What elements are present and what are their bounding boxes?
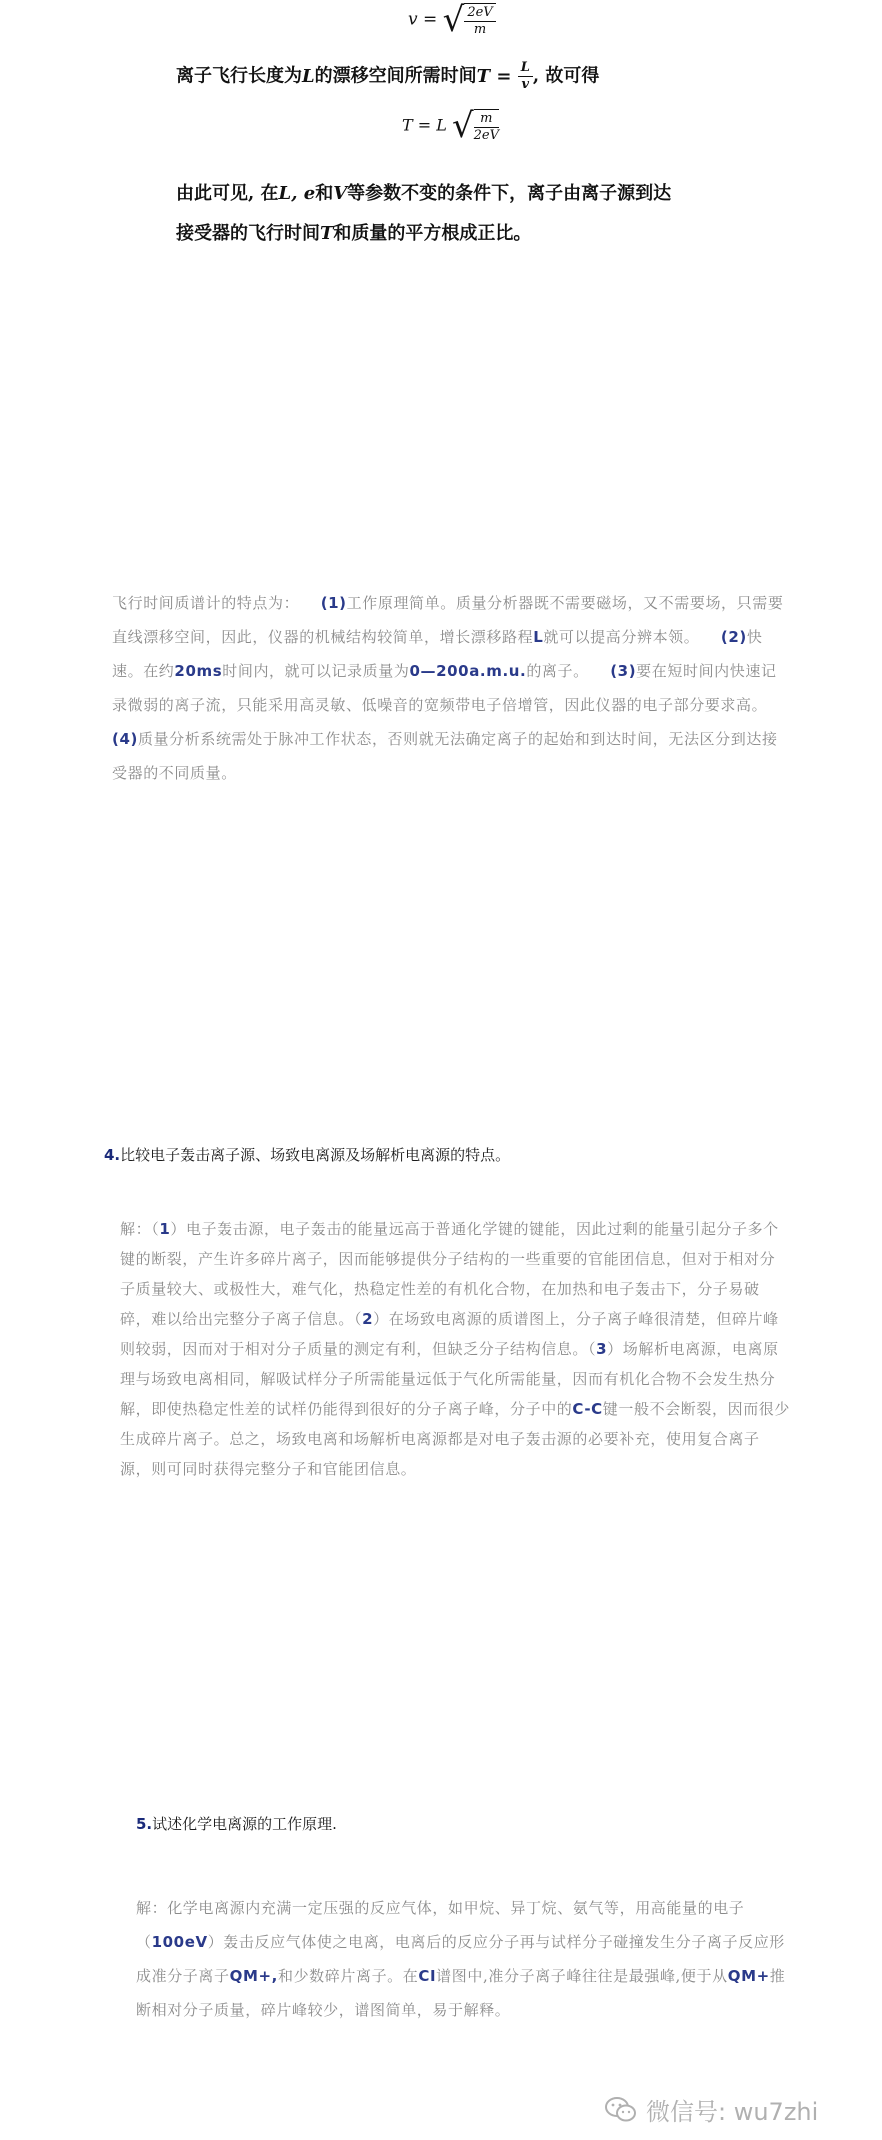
text-segment: 和 <box>315 183 334 204</box>
text-segment: 快速。在约 <box>112 628 763 680</box>
text-segment: 接受器的飞行时间 <box>176 223 320 244</box>
formula-velocity <box>408 0 496 40</box>
text-segment: 的漂移空间所需时间 <box>314 65 477 87</box>
formula-lhs: T = L <box>402 115 447 135</box>
text-segment: ）轰击反应气体使之电离，电离后的反应分子再与试样分子碰撞发生分子离子反应形成准分子离子 <box>136 1933 785 1985</box>
text-segment: 和质量的平方根成正比。 <box>333 223 532 244</box>
tof-features-paragraph <box>112 586 792 790</box>
text-segment: 时间内，就可以记录质量为 <box>222 662 410 680</box>
ci-label: CI <box>418 1967 437 1985</box>
text-segment: 的离子。 <box>526 662 589 680</box>
text-segment: 离子飞行长度为 <box>176 65 302 87</box>
drift-time-line <box>176 60 696 93</box>
item-number: 2 <box>362 1310 374 1328</box>
wechat-watermark <box>604 2092 818 2127</box>
text-segment: 要在短时间内快速记录微弱的离子流，只能采用高灵敏、低噪音的宽频带电子倍增管，因此仪器的电子部分要求高。 <box>112 662 777 714</box>
conclusion-line-1 <box>176 174 696 214</box>
watermark-text: 微信号: wu7zhi <box>646 2098 819 2126</box>
question-number: 4. <box>104 1146 121 1164</box>
text-segment: ）在场致电离源的质谱图上，分子离子峰很清楚，但碎片峰则较弱，因而对于相对分子质量的测定有利，但缺乏分子结构信息。（ <box>120 1310 779 1358</box>
sqrt-symbol: √ $\frac{2eV}{m}$ <box>443 0 496 40</box>
wechat-icon <box>604 2096 638 2124</box>
conclusion-line-2 <box>176 214 696 254</box>
answer-5-paragraph <box>136 1891 796 2027</box>
frac-numerator: L <box>518 60 533 77</box>
text-segment: 工作原理简单。质量分析器既不需要磁场，又不需要场，只需要直线漂移空间，因此，仪器的机械结构较简单，增长漂移路程 <box>112 594 784 646</box>
question-text: 试述化学电离源的工作原理. <box>152 1815 337 1833</box>
item-number: (1) <box>320 594 347 612</box>
question-text: 比较电子轰击离子源、场致电离源及场解析电离源的特点。 <box>120 1146 511 1164</box>
text-segment: 由此可见, 在 <box>176 183 279 204</box>
formula-time <box>402 106 499 146</box>
frac-denominator: m <box>473 21 487 37</box>
var-L-e: L, e <box>278 183 316 204</box>
question-5 <box>136 1813 816 1834</box>
text-segment: 解：（ <box>120 1220 160 1238</box>
var-T: T = <box>476 65 512 87</box>
frac-numerator: 2eV <box>464 5 495 22</box>
item-number: (3) <box>610 662 637 680</box>
text-segment: 质量分析系统需处于脉冲工作状态，否则就无法确定离子的起始和到达时间，无法区分到达接受器的不同质量。 <box>112 730 778 782</box>
formula-lhs: v = <box>408 9 438 30</box>
fraction-L-over-v <box>518 60 533 93</box>
item-number: 3 <box>596 1340 608 1358</box>
text-segment: 飞行时间质谱计的特点为： <box>112 594 300 612</box>
value-time: 20ms <box>174 662 223 680</box>
text-segment: 和少数碎片离子。在 <box>277 1967 419 1985</box>
text-segment: 等参数不变的条件下，离子由离子源到达 <box>347 183 672 204</box>
conclusion-paragraph <box>176 174 696 254</box>
var-L: L <box>302 65 315 87</box>
frac-denominator: 2eV <box>473 127 499 143</box>
item-number: (2) <box>720 628 747 646</box>
item-number: (4) <box>112 730 138 748</box>
frac-numerator: m <box>474 111 499 128</box>
bond-label: C-C <box>572 1400 603 1418</box>
var-V: V <box>333 183 348 204</box>
text-segment: , 故可得 <box>532 65 600 87</box>
var-L: L <box>533 628 544 646</box>
question-4 <box>104 1144 804 1165</box>
text-segment: ）电子轰击源，电子轰击的能量远高于普通化学键的键能，因此过剩的能量引起分子多个键的断裂，产生许多碎片离子，因而能够提供分子结构的一些重要的官能团信息，但对于相对分子质量较大、或极性大，难气化，热稳定性差的有机化合物，在加热和电子轰击下，分子易破碎，难以给出完整分子离子信息。（ <box>120 1220 779 1328</box>
text-segment: 就可以提高分辨本领。 <box>543 628 700 646</box>
text-segment: 解：化学电离源内充满一定压强的反应气体，如甲烷、异丁烷、氨气等，用高能量的电子（ <box>136 1899 745 1951</box>
text-segment: 推断相对分子质量，碎片峰较少，谱图简单，易于解释。 <box>136 1967 786 2019</box>
answer-4-paragraph <box>120 1214 790 1484</box>
value-mass-range: 0—200a.m.u. <box>409 662 527 680</box>
frac-denominator: v <box>521 77 530 92</box>
item-number: 1 <box>159 1220 171 1238</box>
text-segment: ）场解析电离源，电离原理与场致电离相同，解吸试样分子所需能量远低于气化所需能量，因而有机化合物不会发生热分解，即使热稳定性差的试样仍能得到很好的分子离子峰，分子中的 <box>120 1340 779 1418</box>
energy-value: 100eV <box>151 1933 208 1951</box>
ion-label: QM+ <box>727 1967 770 1985</box>
ion-label: QM+, <box>229 1967 278 1985</box>
text-segment: 键一般不会断裂，因而很少生成碎片离子。总之，场致电离和场解析电离源都是对电子轰击源的必要补充，使用复合离子源，则可同时获得完整分子和官能团信息。 <box>120 1400 790 1478</box>
var-T: T <box>320 223 334 244</box>
question-number: 5. <box>136 1815 153 1833</box>
sqrt-symbol: √ $\frac{m}{2eV}$ <box>451 106 499 146</box>
text-segment: 谱图中,准分子离子峰往往是最强峰,便于从 <box>436 1967 728 1985</box>
